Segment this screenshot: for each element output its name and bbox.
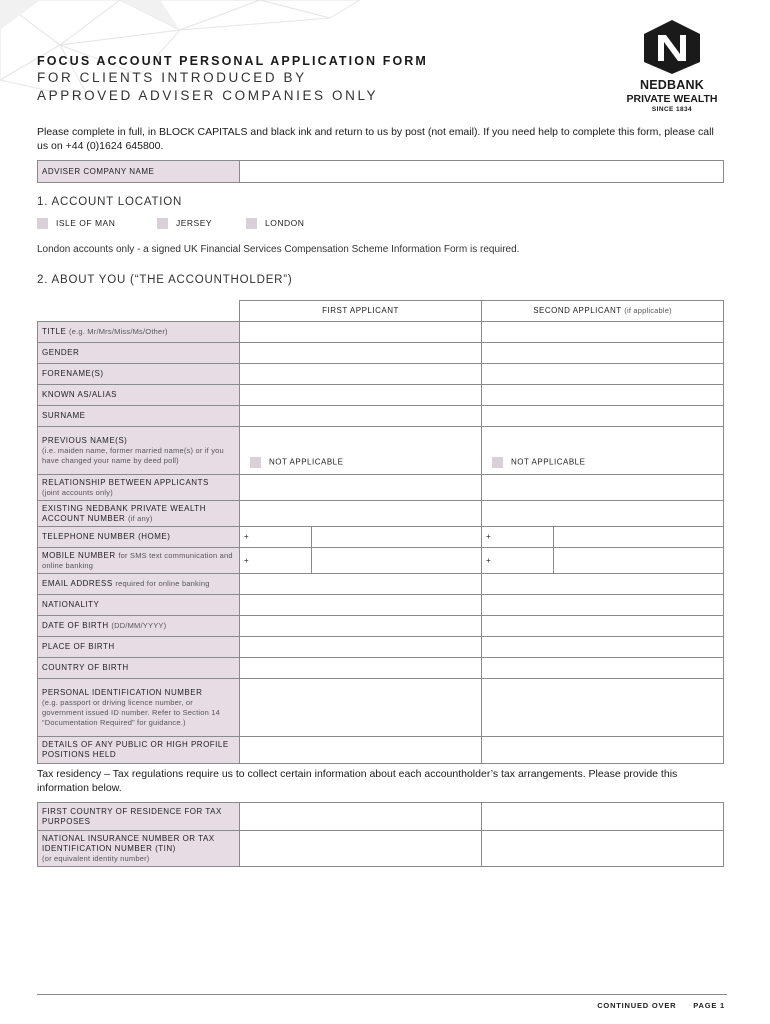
pob-label: PLACE OF BIRTH	[38, 637, 240, 658]
n-logo-icon	[642, 20, 702, 74]
email-field-1[interactable]	[240, 574, 482, 595]
nationality-label: NATIONALITY	[38, 595, 240, 616]
gender-field-1[interactable]	[240, 343, 482, 364]
cob-field-1[interactable]	[240, 658, 482, 679]
cob-field-2[interactable]	[482, 658, 724, 679]
checkbox-jersey[interactable]	[157, 218, 168, 229]
location-option-isle-of-man[interactable]: ISLE OF MAN	[37, 218, 115, 229]
second-applicant-header: SECOND APPLICANT (if applicable)	[482, 301, 724, 322]
surname-field-1[interactable]	[240, 406, 482, 427]
existing-account-field-1[interactable]	[240, 501, 482, 527]
gender-field-2[interactable]	[482, 343, 724, 364]
footer	[597, 1001, 725, 1010]
location-option-london[interactable]: LONDON	[246, 218, 304, 229]
nationality-field-2[interactable]	[482, 595, 724, 616]
title-field-2[interactable]	[482, 322, 724, 343]
not-applicable-checkbox-2[interactable]	[492, 457, 503, 468]
tin-field-2[interactable]	[482, 831, 724, 867]
surname-label: SURNAME	[38, 406, 240, 427]
mobile-code-1[interactable]: +	[240, 548, 312, 574]
public-positions-field-2[interactable]	[482, 737, 724, 764]
first-country-tax-field-1[interactable]	[240, 803, 482, 831]
mobile-label: MOBILE NUMBER for SMS text communication and online banking	[38, 548, 240, 574]
surname-field-2[interactable]	[482, 406, 724, 427]
pid-field-1[interactable]	[240, 679, 482, 737]
tin-field-1[interactable]	[240, 831, 482, 867]
first-country-tax-field-2[interactable]	[482, 803, 724, 831]
about-you-table	[37, 300, 724, 764]
adviser-company-field[interactable]	[240, 161, 724, 183]
intro-text: Please complete in full, in BLOCK CAPITALS and black ink and return to us by post (not email). If you need help to complete this form, please call us on +44 (0)1624 645800.	[37, 126, 714, 152]
relationship-field-2[interactable]	[482, 475, 724, 501]
mobile-code-2[interactable]: +	[482, 548, 554, 574]
location-option-jersey[interactable]: JERSEY	[157, 218, 212, 229]
pob-field-2[interactable]	[482, 637, 724, 658]
existing-account-field-2[interactable]	[482, 501, 724, 527]
pid-field-2[interactable]	[482, 679, 724, 737]
tax-residency-intro: Tax residency – Tax regulations require us to collect certain information about each accountholder’s tax arrangements. Please provide this information below.	[37, 768, 678, 794]
public-positions-field-1[interactable]	[240, 737, 482, 764]
logo-since: SINCE 1834	[651, 106, 693, 113]
known-as-field-1[interactable]	[240, 385, 482, 406]
cob-label: COUNTRY OF BIRTH	[38, 658, 240, 679]
title-label: TITLE (e.g. Mr/Mrs/Miss/Ms/Other)	[38, 322, 240, 343]
dob-field-2[interactable]	[482, 616, 724, 637]
forename-field-2[interactable]	[482, 364, 724, 385]
forename-label: FORENAME(S)	[38, 364, 240, 385]
checkbox-london[interactable]	[246, 218, 257, 229]
footer-rule	[37, 994, 727, 995]
page-number: PAGE 1	[693, 1001, 725, 1010]
first-country-tax-label: FIRST COUNTRY OF RESIDENCE FOR TAX PURPOSES	[38, 803, 240, 831]
tin-label: NATIONAL INSURANCE NUMBER OR TAX IDENTIFICATION NUMBER (TIN) (or equivalent identity number)	[38, 831, 240, 867]
logo-bank-name: NEDBANK	[640, 78, 704, 92]
dob-label: DATE OF BIRTH (DD/MM/YYYY)	[38, 616, 240, 637]
telephone-number-2[interactable]	[554, 527, 724, 548]
title-field-1[interactable]	[240, 322, 482, 343]
known-as-label: KNOWN AS/ALIAS	[38, 385, 240, 406]
adviser-table	[37, 160, 724, 183]
gender-label: GENDER	[38, 343, 240, 364]
form-subtitle-line1: FOR CLIENTS INTRODUCED BY	[37, 70, 307, 85]
telephone-label: TELEPHONE NUMBER (HOME)	[38, 527, 240, 548]
checkbox-isle-of-man[interactable]	[37, 218, 48, 229]
mobile-number-2[interactable]	[554, 548, 724, 574]
tax-table	[37, 802, 724, 867]
pid-label: PERSONAL IDENTIFICATION NUMBER (e.g. passport or driving licence number, or government issued ID number. Refer to Section 14 “Documentation Required” for guidance.)	[38, 679, 240, 737]
relationship-field-1[interactable]	[240, 475, 482, 501]
public-positions-label: DETAILS OF ANY PUBLIC OR HIGH PROFILE POSITIONS HELD	[38, 737, 240, 764]
continued-over-text: CONTINUED OVER	[597, 1001, 677, 1010]
forename-field-1[interactable]	[240, 364, 482, 385]
logo-sub-name: PRIVATE WEALTH	[626, 93, 718, 105]
email-field-2[interactable]	[482, 574, 724, 595]
relationship-label: RELATIONSHIP BETWEEN APPLICANTS (joint accounts only)	[38, 475, 240, 501]
known-as-field-2[interactable]	[482, 385, 724, 406]
dob-field-1[interactable]	[240, 616, 482, 637]
previous-names-field-1[interactable]: NOT APPLICABLE	[240, 427, 482, 475]
not-applicable-checkbox-1[interactable]	[250, 457, 261, 468]
previous-names-label: PREVIOUS NAME(S) (i.e. maiden name, former married name(s) or if you have changed your name by deed poll)	[38, 427, 240, 475]
previous-names-field-2[interactable]: NOT APPLICABLE	[482, 427, 724, 475]
first-applicant-header: FIRST APPLICANT	[240, 301, 482, 322]
nationality-field-1[interactable]	[240, 595, 482, 616]
mobile-number-1[interactable]	[312, 548, 482, 574]
existing-account-label: EXISTING NEDBANK PRIVATE WEALTH ACCOUNT NUMBER (if any)	[38, 501, 240, 527]
form-subtitle-line2: APPROVED ADVISER COMPANIES ONLY	[37, 88, 379, 103]
telephone-code-2[interactable]: +	[482, 527, 554, 548]
section2-title: 2. ABOUT YOU (“THE ACCOUNTHOLDER”)	[37, 274, 293, 286]
london-note: London accounts only - a signed UK Financial Services Compensation Scheme Information Form is required.	[37, 244, 520, 255]
section1-title: 1. ACCOUNT LOCATION	[37, 196, 183, 208]
pob-field-1[interactable]	[240, 637, 482, 658]
telephone-number-1[interactable]	[312, 527, 482, 548]
adviser-company-label: ADVISER COMPANY NAME	[38, 161, 240, 183]
form-title: FOCUS ACCOUNT PERSONAL APPLICATION FORM	[37, 54, 428, 68]
email-label: EMAIL ADDRESS required for online banking	[38, 574, 240, 595]
telephone-code-1[interactable]: +	[240, 527, 312, 548]
